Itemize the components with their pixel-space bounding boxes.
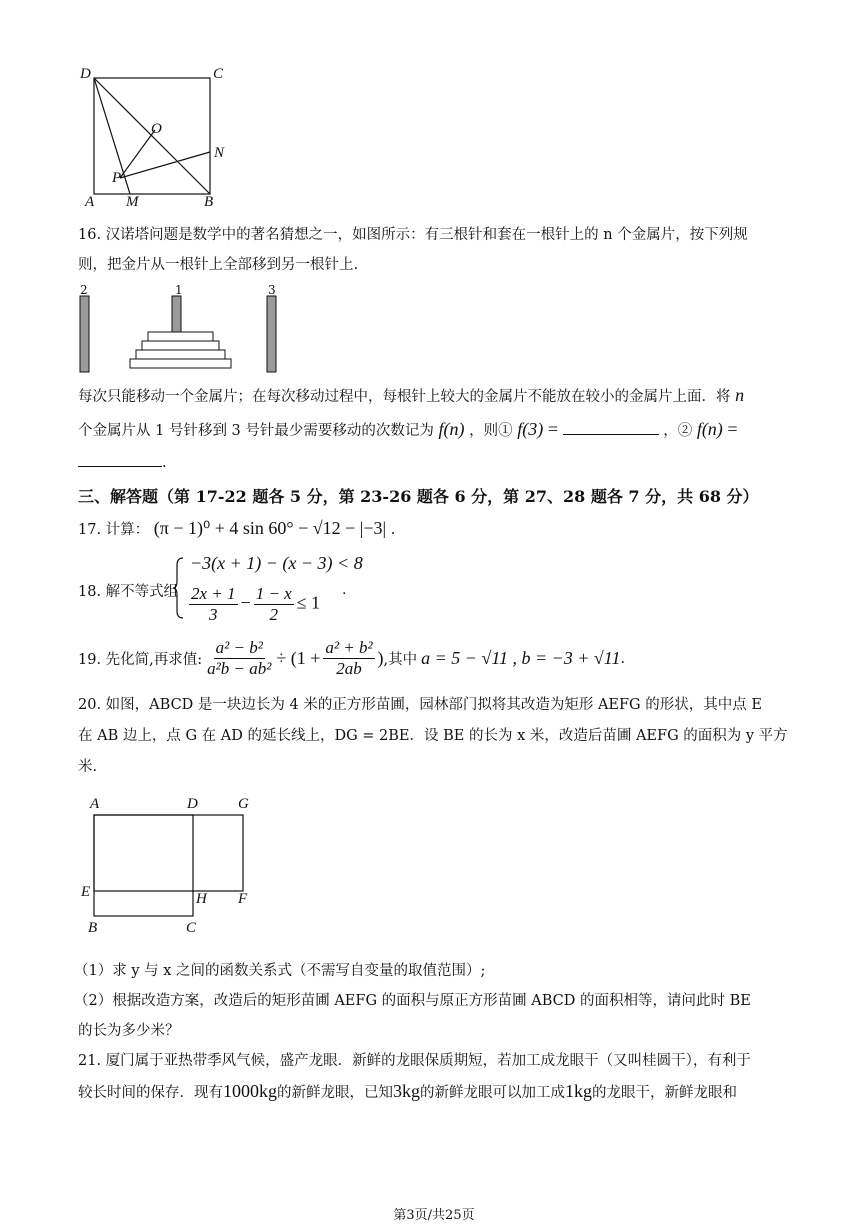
fig20-label-H: H xyxy=(196,891,207,907)
f-3: f(3) xyxy=(517,419,544,439)
hanoi-figure xyxy=(78,282,298,377)
q16-line5 xyxy=(78,452,808,474)
q21-mass3: 1kg xyxy=(565,1081,592,1101)
q16-line3 xyxy=(78,384,808,408)
peg-label-2: 2 xyxy=(80,283,88,297)
q18-frac1 xyxy=(189,584,238,625)
q17 xyxy=(78,517,808,541)
q19-frac2-den: 2ab xyxy=(336,659,362,678)
rectangle-figure xyxy=(90,812,250,922)
q19-div: ÷ (1 + xyxy=(276,648,321,668)
q18-frac2-num: 1 − x xyxy=(255,584,292,603)
label-O: O xyxy=(151,121,162,137)
label-C: C xyxy=(213,66,224,82)
q21-mass2: 3kg xyxy=(393,1081,420,1101)
fig20-label-D: D xyxy=(187,796,198,812)
q17-expr: (π − 1)⁰ + 4 sin 60° − √12 − |−3| xyxy=(153,518,387,538)
q18-frac1-den: 3 xyxy=(209,605,218,624)
q17-suffix: . xyxy=(390,522,396,538)
label-N: N xyxy=(214,145,225,161)
answer-blank-1[interactable] xyxy=(563,420,659,435)
label-M: M xyxy=(126,194,139,210)
q21-mass1: 1000kg xyxy=(223,1081,277,1101)
q21-line2-c: 的新鲜龙眼可以加工成 xyxy=(420,1085,565,1101)
q21-line2-a: 较长时间的保存．现有 xyxy=(78,1085,223,1101)
q19-suffix: . xyxy=(620,650,626,667)
peg-label-1: 1 xyxy=(175,283,183,297)
q18-minus: − xyxy=(240,592,251,613)
label-D: D xyxy=(80,66,91,82)
answer-blank-2[interactable] xyxy=(78,452,162,467)
fig20-label-E: E xyxy=(81,884,91,900)
var-n: n xyxy=(735,385,745,405)
q16-line4-a: 个金属片从 1 号针移到 3 号针最少需要移动的次数记为 xyxy=(78,423,434,439)
fig20-label-F: F xyxy=(238,891,248,907)
q21-line2-d: 的龙眼干，新鲜龙眼和 xyxy=(592,1085,737,1101)
q17-prefix: 17. 计算： xyxy=(78,522,150,538)
q21-line2 xyxy=(78,1080,808,1104)
fig20-label-B: B xyxy=(88,920,98,936)
q18-suffix: . xyxy=(342,582,347,598)
q16-period: . xyxy=(162,455,167,471)
q20-sub2-a: （2）根据改造方案，改造后的矩形苗圃 AEFG 的面积与原正方形苗圃 ABCD 的面积相等，请问此时 BE xyxy=(74,993,751,1009)
q19-frac2 xyxy=(323,638,374,679)
q20-line1: 20. 如图，ABCD 是一块边长为 4 米的正方形苗圃，园林部门拟将其改造为矩形 AEFG 的形状，其中点 E xyxy=(78,697,762,713)
q18-leq: ≤ 1 xyxy=(296,592,321,613)
q21-line1: 21. 厦门属于亚热带季风气候，盛产龙眼．新鲜的龙眼保质期短，若加工成龙眼干（又叫桂圆干），有利于 xyxy=(78,1053,751,1069)
peg-label-3: 3 xyxy=(268,283,276,297)
page-footer: 第3页/共25页 xyxy=(393,1208,475,1223)
q19-prefix: 19. 先化简,再求值: xyxy=(78,652,203,668)
q20-line2: 在 AB 边上，点 G 在 AD 的延长线上，DG = 2BE．设 BE 的长为 x 米，改造后苗圃 AEFG 的面积为 y 平方 xyxy=(78,728,788,744)
label-A: A xyxy=(85,194,95,210)
q20-line3: 米. xyxy=(78,759,98,775)
q21-line2-b: 的新鲜龙眼，已知 xyxy=(277,1085,393,1101)
q19-frac1-den: a²b − ab² xyxy=(207,659,272,678)
q19 xyxy=(78,638,625,679)
q18-ineq2 xyxy=(186,584,320,625)
square-figure xyxy=(80,66,240,216)
q19-mid: ,其中 xyxy=(383,652,418,668)
q20-sub1: （1）求 y 与 x 之间的函数关系式（不需写自变量的取值范围）; xyxy=(74,963,486,979)
q16-line3-text: 每次只能移动一个金属片；在每次移动过程中，每根针上较大的金属片不能放在较小的金属片上面．将 xyxy=(78,389,731,405)
q18-prefix: 18. 解不等式组 xyxy=(78,584,179,600)
q16-line1: 16. 汉诺塔问题是数学中的著名猜想之一，如图所示：有三根针和套在一根针上的 n 个金属片，按下列规 xyxy=(78,227,748,243)
brace-icon xyxy=(172,557,184,619)
q16-line4 xyxy=(78,418,808,442)
q19-values: a = 5 − √11 , b = −3 + √11 xyxy=(421,648,621,668)
q16-line4-b: ，则① xyxy=(469,423,513,439)
eq-2: = xyxy=(727,419,738,439)
q18-frac1-num: 2x + 1 xyxy=(191,584,236,603)
fig20-label-A: A xyxy=(90,796,100,812)
f-n: f(n) xyxy=(438,419,465,439)
q16-line4-c: ，② xyxy=(663,423,693,439)
label-B: B xyxy=(204,194,214,210)
f-n-2: f(n) xyxy=(696,419,723,439)
q18-frac2 xyxy=(254,584,294,625)
section-3-title: 三、解答题（第 17-22 题各 5 分，第 23-26 题各 6 分，第 27、28 题各 7 分，共 68 分） xyxy=(78,487,759,506)
q19-frac2-num: a² + b² xyxy=(325,638,373,657)
q19-frac1-num: a² − b² xyxy=(215,638,263,657)
q18-frac2-den: 2 xyxy=(269,605,278,624)
q18-ineq1: −3(x + 1) − (x − 3) < 8 xyxy=(190,553,363,573)
fig20-label-C: C xyxy=(186,920,197,936)
fig20-label-G: G xyxy=(238,796,249,812)
q19-frac1 xyxy=(205,638,273,679)
q19-close: ) xyxy=(377,648,384,668)
q20-sub2-b: 的长为多少米？ xyxy=(78,1023,180,1039)
q16-line2: 则，把金片从一根针上全部移到另一根针上. xyxy=(78,257,359,273)
eq-1: = xyxy=(547,419,558,439)
label-P: P xyxy=(112,170,122,186)
